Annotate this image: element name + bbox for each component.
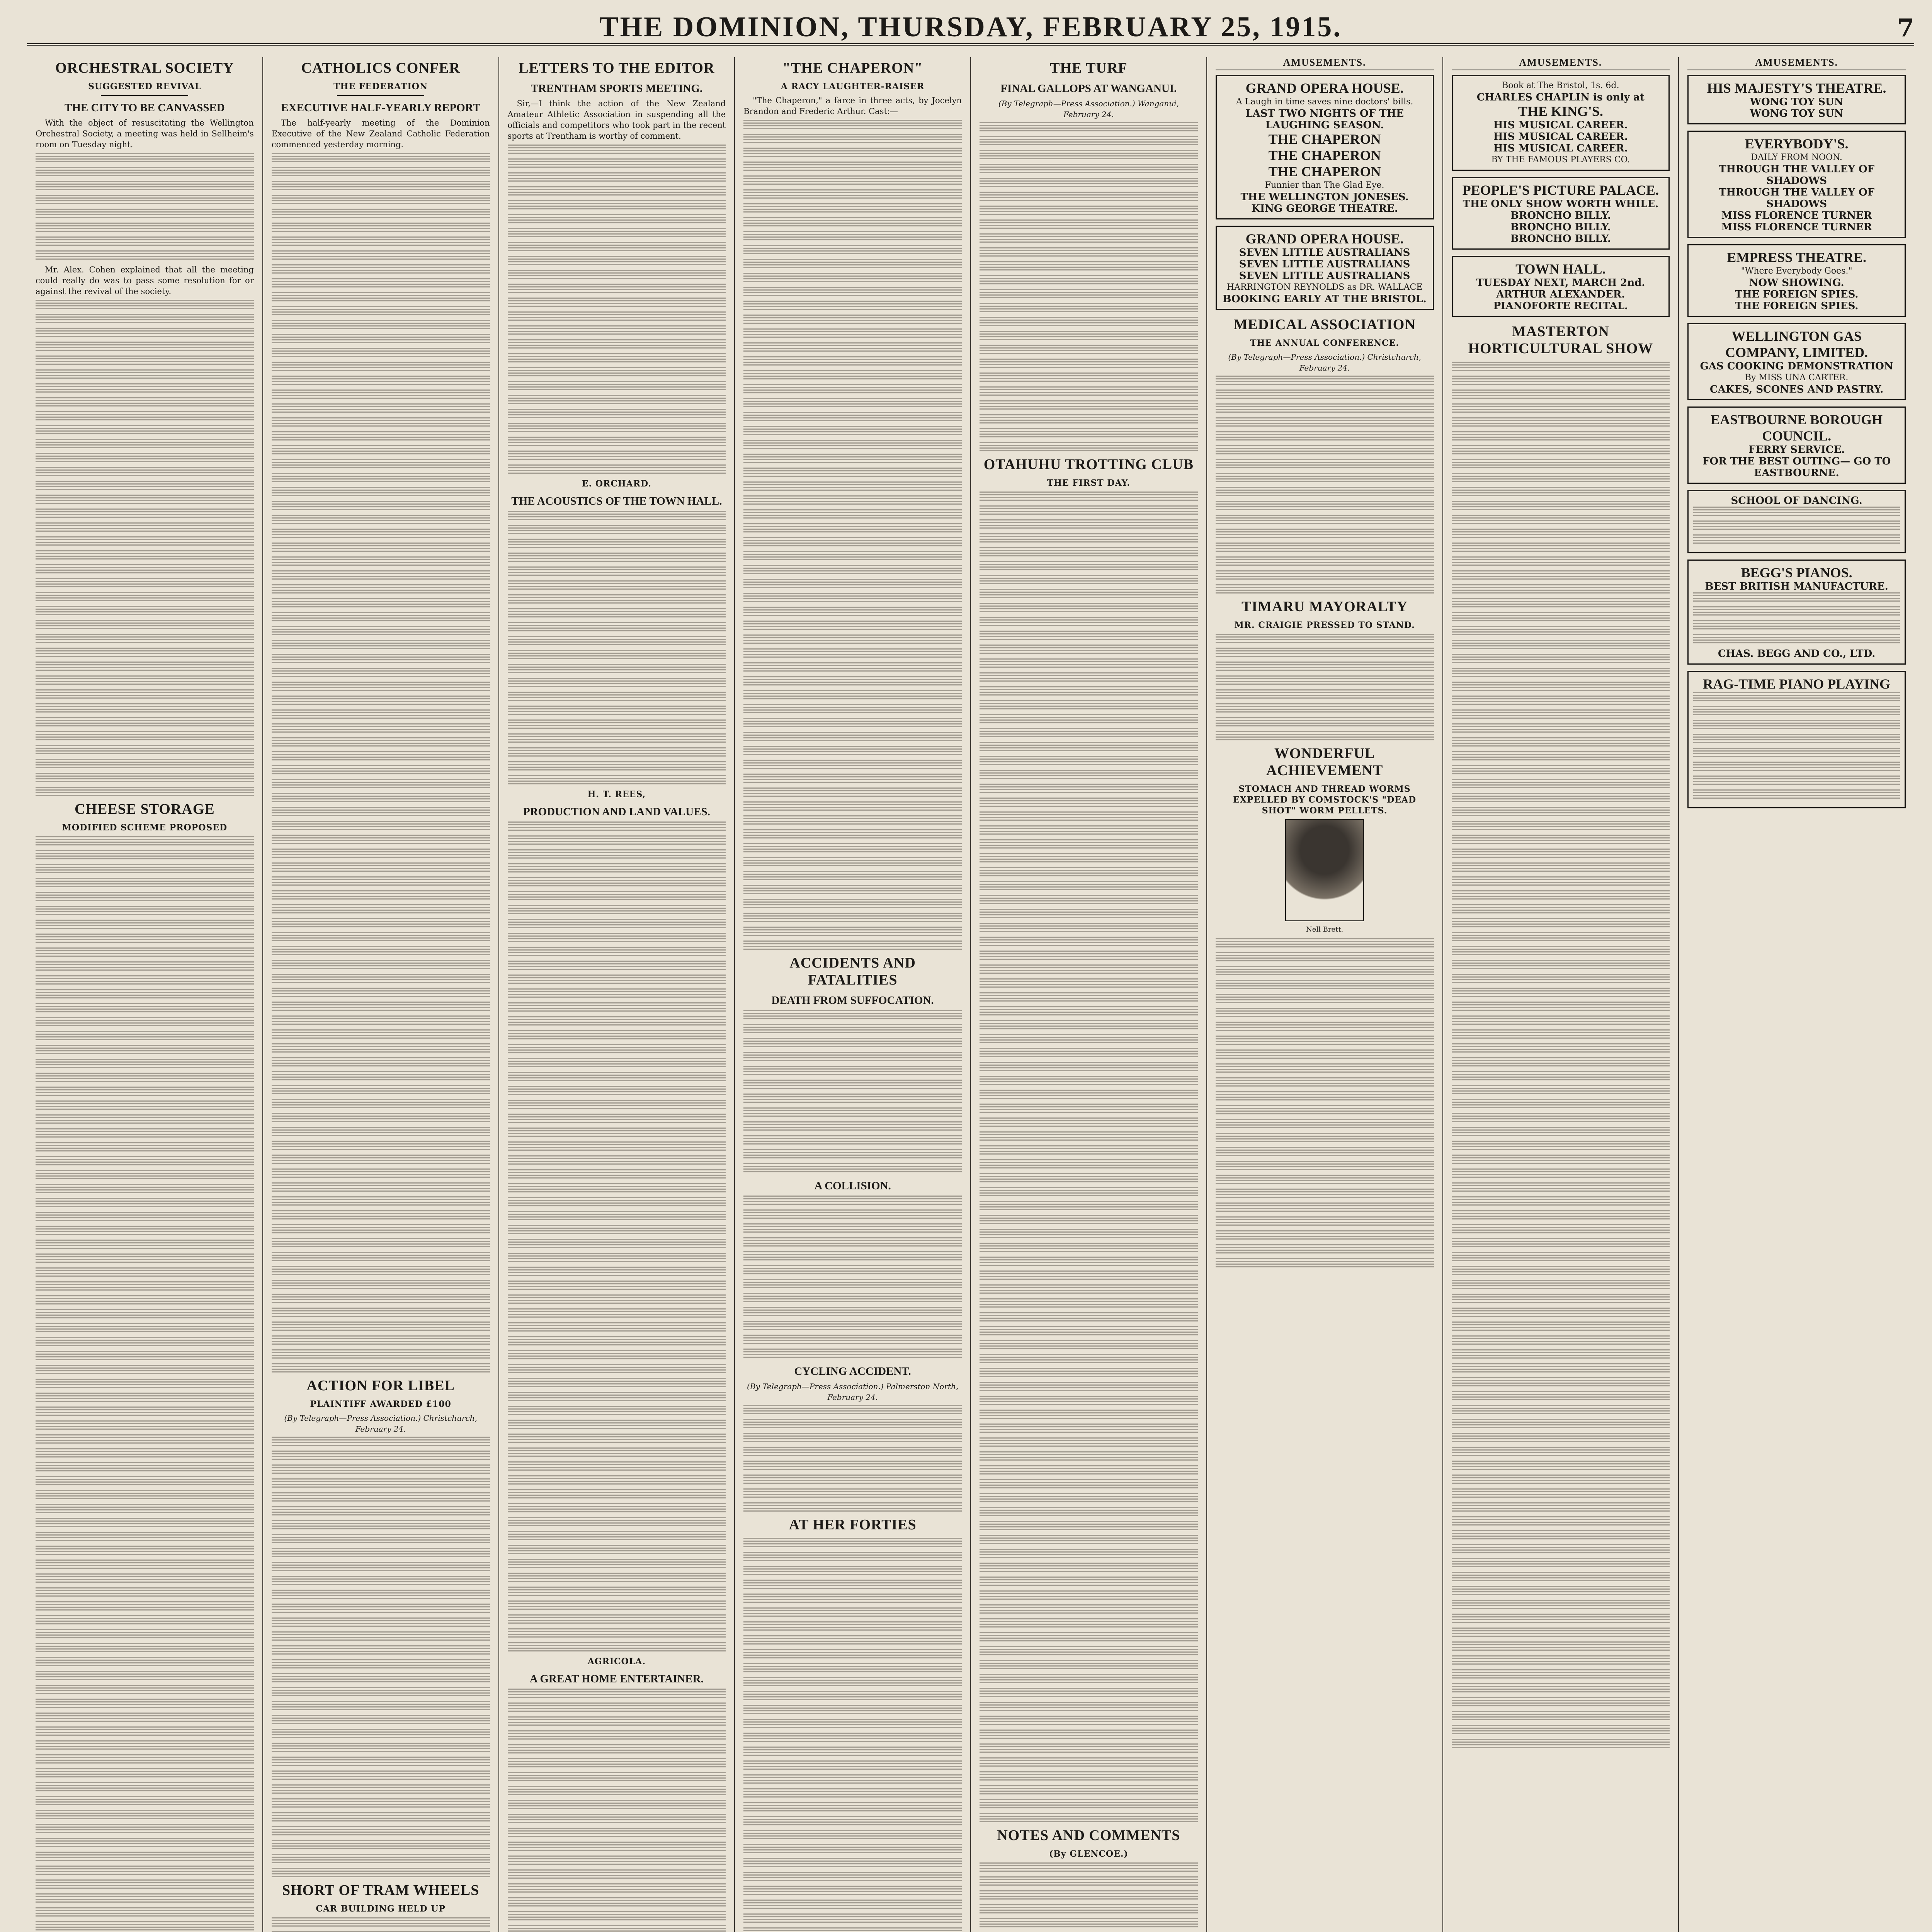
headline-collision: A COLLISION. — [814, 1180, 891, 1192]
headline-cheese: CHEESE STORAGE — [74, 801, 215, 817]
ad-empress-theatre: EMPRESS THEATRE. "Where Everybody Goes." NOW SHOWING. THE FOREIGN SPIES. THE FOREIGN SPIES. — [1687, 244, 1906, 317]
subhead-cheese: MODIFIED SCHEME PROPOSED — [62, 823, 228, 833]
subhead-craigie: MR. CRAIGIE PRESSED TO STAND. — [1234, 620, 1415, 630]
ad-grand-opera-house: GRAND OPERA HOUSE. A Laugh in time saves nine doctors' bills. LAST TWO NIGHTS OF THE LAUGHING SEASON. THE CHAPERON THE CHAPERON THE CHAPERON Funnier than The Glad Eye. THE WELLINGTON JONESES. KING GEORGE THEATRE. — [1216, 75, 1434, 219]
paragraph: The half-yearly meeting of the Dominion Executive of the New Zealand Catholic Federation commenced yesterday morning. — [271, 118, 490, 149]
ad-title: RAG-TIME PIANO PLAYING — [1703, 676, 1890, 692]
amusements-heading: AMUSEMENTS. — [1216, 57, 1434, 70]
headline-trentham: TRENTHAM SPORTS MEETING. — [531, 82, 703, 95]
column-1 — [27, 57, 263, 1932]
ad-title: EASTBOURNE BOROUGH COUNCIL. — [1711, 412, 1883, 444]
page-number: 7 — [1897, 14, 1914, 43]
headline-report: EXECUTIVE HALF-YEARLY REPORT — [281, 102, 480, 114]
column-8 — [1679, 57, 1914, 1932]
signature: AGRICOLA. — [587, 1656, 646, 1667]
amusements-heading: AMUSEMENTS. — [1452, 57, 1670, 70]
signature: E. ORCHARD. — [582, 479, 651, 489]
headline-entertainer: A GREAT HOME ENTERTAINER. — [529, 1673, 704, 1685]
ad-title: WELLINGTON GAS COMPANY, LIMITED. — [1725, 328, 1868, 360]
masthead-title: THE DOMINION, THURSDAY, FEBRUARY 25, 1915. — [599, 11, 1342, 43]
subhead-glencoe: (By GLENCOE.) — [1049, 1849, 1128, 1859]
headline-land-values: PRODUCTION AND LAND VALUES. — [523, 806, 710, 818]
headline-timaru: TIMARU MAYORALTY — [1242, 599, 1408, 615]
ad-title: GRAND OPERA HOUSE. — [1245, 231, 1404, 247]
subhead-federation: THE FEDERATION — [333, 82, 428, 92]
ad-title: GRAND OPERA HOUSE. — [1245, 80, 1404, 96]
subhead-first-day: THE FIRST DAY. — [1047, 478, 1131, 488]
headline-orchestral: ORCHESTRAL SOCIETY — [55, 60, 234, 76]
ad-title: TOWN HALL. — [1515, 261, 1606, 277]
subhead-laughter: A RACY LAUGHTER-RAISER — [781, 82, 925, 92]
column-6 — [1207, 57, 1443, 1932]
subhead-revival: SUGGESTED REVIVAL — [88, 82, 201, 92]
ad-title: PEOPLE'S PICTURE PALACE. — [1462, 182, 1659, 198]
headline-masterton: MASTERTON HORTICULTURAL SHOW — [1468, 323, 1653, 357]
dateline: (By Telegraph—Press Association.) Wanganui, February 24. — [998, 99, 1179, 119]
ad-eastbourne: EASTBOURNE BOROUGH COUNCIL. FERRY SERVICE. FOR THE BEST OUTING— GO TO EASTBOURNE. — [1687, 406, 1906, 484]
headline-achievement: WONDERFUL ACHIEVEMENT — [1266, 745, 1383, 779]
dateline: (By Telegraph—Press Association.) Palmerston North, February 24. — [747, 1382, 959, 1402]
ad-peoples-picture-palace: PEOPLE'S PICTURE PALACE. THE ONLY SHOW WORTH WHILE. BRONCHO BILLY. BRONCHO BILLY. BRONCHO BILLY. — [1452, 177, 1670, 250]
dateline: (By Telegraph—Press Association.) Christchurch, February 24. — [284, 1413, 477, 1434]
headline-otahuhu: OTAHUHU TROTTING CLUB — [983, 456, 1194, 473]
headline-wanganui: FINAL GALLOPS AT WANGANUI. — [1000, 82, 1177, 95]
headline-libel: ACTION FOR LIBEL — [306, 1378, 455, 1394]
subhead-conference: THE ANNUAL CONFERENCE. — [1250, 338, 1400, 348]
headline-cycling: CYCLING ACCIDENT. — [794, 1365, 911, 1378]
subhead-plaintiff: PLAINTIFF AWARDED £100 — [310, 1399, 451, 1409]
headline-accidents: ACCIDENTS AND FATALITIES — [789, 955, 916, 988]
column-3 — [499, 57, 735, 1932]
paragraph: Mr. Alex. Cohen explained that all the meeting could really do was to pass some resolution for or against the revival of the society. — [36, 265, 254, 296]
dateline: (By Telegraph—Press Association.) Christchurch, February 24. — [1228, 352, 1421, 372]
ad-gas-company: WELLINGTON GAS COMPANY, LIMITED. GAS COOKING DEMONSTRATION By MISS UNA CARTER. CAKES, SCONES AND PASTRY. — [1687, 323, 1906, 400]
paragraph: "The Chaperon," a farce in three acts, by Jocelyn Brandon and Frederic Arthur. Cast:— — [743, 96, 962, 116]
ad-the-kings: Book at The Bristol, 1s. 6d. CHARLES CHAPLIN is only at THE KING'S. HIS MUSICAL CAREER. HIS MUSICAL CAREER. HIS MUSICAL CAREER. BY THE FAMOUS PLAYERS CO. — [1452, 75, 1670, 171]
subhead-car-building: CAR BUILDING HELD UP — [316, 1904, 446, 1914]
ad-title: EMPRESS THEATRE. — [1727, 250, 1866, 265]
column-7 — [1443, 57, 1679, 1932]
headline-forties: AT HER FORTIES — [789, 1517, 917, 1533]
figure-caption: Nell Brett. — [1306, 925, 1344, 934]
ad-ragtime — [1687, 671, 1906, 808]
portrait-image — [1285, 819, 1364, 921]
columns — [27, 57, 1914, 1932]
headline-chaperon: "THE CHAPERON" — [782, 60, 923, 76]
ad-dancing: SCHOOL OF DANCING. — [1687, 490, 1906, 553]
ad-town-hall: TOWN HALL. TUESDAY NEXT, MARCH 2nd. ARTHUR ALEXANDER. PIANOFORTE RECITAL. — [1452, 256, 1670, 317]
ad-seven-little-australians: GRAND OPERA HOUSE. SEVEN LITTLE AUSTRALIANS SEVEN LITTLE AUSTRALIANS SEVEN LITTLE AUSTRALIANS HARRINGTON REYNOLDS as DR. WALLACE BOOKING EARLY AT THE BRISTOL. — [1216, 226, 1434, 310]
paragraph: Sir,—I think the action of the New Zealand Amateur Athletic Association in suspending all the officials and competitors who took part in the recent sports at Trentham is worthy of comment. — [507, 99, 726, 141]
ad-everybodys: EVERYBODY'S. DAILY FROM NOON. THROUGH THE VALLEY OF SHADOWS THROUGH THE VALLEY OF SHADOWS MISS FLORENCE TURNER MISS FLORENCE TURNER — [1687, 131, 1906, 238]
headline-medical: MEDICAL ASSOCIATION — [1233, 316, 1416, 333]
column-4 — [735, 57, 971, 1932]
headline-catholics: CATHOLICS CONFER — [301, 60, 460, 76]
headline-suffocation: DEATH FROM SUFFOCATION. — [771, 994, 934, 1007]
headline-canvass: THE CITY TO BE CANVASSED — [65, 102, 225, 114]
ad-title: HIS MAJESTY'S THEATRE. — [1707, 80, 1886, 96]
headline-turf: THE TURF — [1050, 60, 1128, 76]
ad-title: THE KING'S. — [1518, 104, 1603, 119]
column-5 — [971, 57, 1207, 1932]
headline-tram-wheels: SHORT OF TRAM WHEELS — [282, 1882, 480, 1898]
ad-title: BEGG'S PIANOS. — [1741, 565, 1852, 580]
column-2 — [263, 57, 499, 1932]
ad-beggs-pianos: BEGG'S PIANOS. BEST BRITISH MANUFACTURE. CHAS. BEGG AND CO., LTD. — [1687, 560, 1906, 665]
subhead-worms: STOMACH AND THREAD WORMS EXPELLED BY COMSTOCK'S "DEAD SHOT" WORM PELLETS. — [1233, 784, 1417, 816]
headline-letters: LETTERS TO THE EDITOR — [519, 60, 715, 76]
masthead — [27, 11, 1914, 46]
ad-his-majestys: HIS MAJESTY'S THEATRE. WONG TOY SUN WONG TOY SUN — [1687, 75, 1906, 124]
ad-title: EVERYBODY'S. — [1745, 136, 1849, 151]
headline-acoustics: THE ACOUSTICS OF THE TOWN HALL. — [511, 495, 722, 507]
paragraph: With the object of resuscitating the Wellington Orchestral Society, a meeting was held in Sellheim's room on Tuesday night. — [36, 118, 254, 149]
headline-notes: NOTES AND COMMENTS — [997, 1827, 1180, 1844]
signature: H. T. REES, — [587, 789, 646, 799]
amusements-heading: AMUSEMENTS. — [1687, 57, 1906, 70]
